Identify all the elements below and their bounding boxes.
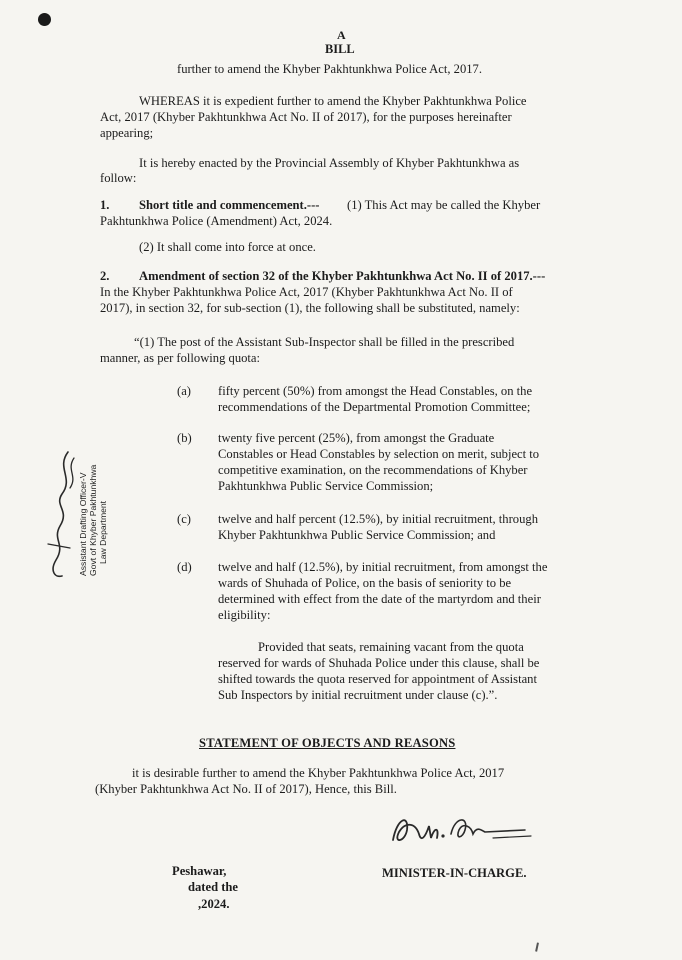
section-text: (1) This Act may be called the Khyber — [347, 198, 541, 212]
bill-title: BILL — [325, 42, 355, 56]
stamp-line: Assistant Drafting Officer-V — [78, 472, 88, 576]
punch-hole-mark — [38, 13, 51, 26]
proviso-text: shifted towards the quota reserved for appointment of Assistant — [218, 672, 537, 686]
clause-label: (d) — [177, 560, 192, 574]
section-heading: Amendment of section 32 of the Khyber Pakhtunkhwa Act No. II of 2017.--- — [139, 269, 546, 283]
clause-text: Khyber Pakhtunkhwa Public Service Commission; and — [218, 528, 496, 542]
clause-text: recommendations of the Departmental Promotion Committee; — [218, 400, 531, 414]
clause-text: competitive examination, on the recommendations of Khyber — [218, 463, 528, 477]
clause-text: determined with effect from the date of the martyrdom and their — [218, 592, 541, 606]
stamp-line: Law Department — [98, 500, 108, 564]
enacted-line: follow: — [100, 171, 137, 185]
proviso-text: Provided that seats, remaining vacant from the quota — [258, 640, 524, 654]
bill-subtitle: further to amend the Khyber Pakhtunkhwa Police Act, 2017. — [177, 62, 482, 76]
subsection-text: manner, as per following quota: — [100, 351, 261, 365]
clause-text: wards of Shuhada of Police, on the basis of seniority to be — [218, 576, 512, 590]
clause-text: twelve and half (12.5%), by initial recruitment, from amongst the — [218, 560, 548, 574]
clause-text: twenty five percent (25%), from amongst the Graduate — [218, 431, 495, 445]
clause-text: fifty percent (50%) from amongst the Head Constables, on the — [218, 384, 533, 398]
place: Peshawar, — [172, 864, 227, 878]
margin-mark — [535, 942, 543, 952]
statement-text: it is desirable further to amend the Khyber Pakhtunkhwa Police Act, 2017 — [132, 766, 505, 780]
official-stamp — [40, 428, 112, 578]
bill-letter: A — [337, 28, 346, 42]
clause-text: eligibility: — [218, 608, 271, 622]
enacted-line: It is hereby enacted by the Provincial Assembly of Khyber Pakhtunkhwa as — [139, 156, 520, 170]
subsection-text: (2) It shall come into force at once. — [139, 240, 316, 254]
minister-signature — [385, 808, 540, 853]
section-number: 1. — [100, 198, 110, 212]
section-number: 2. — [100, 269, 110, 283]
proviso-text: reserved for wards of Shuhada Police under this clause, shall be — [218, 656, 540, 670]
clause-text: twelve and half percent (12.5%), by initial recruitment, through — [218, 512, 538, 526]
dated-year: ,2024. — [198, 897, 230, 911]
subsection-text: “(1) The post of the Assistant Sub-Inspector shall be filled in the prescribed — [134, 335, 515, 349]
clause-label: (c) — [177, 512, 191, 526]
clause-label: (b) — [177, 431, 192, 445]
whereas-line: WHEREAS it is expedient further to amend the Khyber Pakhtunkhwa Police — [139, 94, 527, 108]
clause-text: Pakhtunkhwa Public Service Commission; — [218, 479, 434, 493]
clause-label: (a) — [177, 384, 191, 398]
section-text: In the Khyber Pakhtunkhwa Police Act, 2017 (Khyber Pakhtunkhwa Act No. II of — [100, 285, 513, 299]
section-text: 2017), in section 32, for sub-section (1), the following shall be substituted, namely: — [100, 301, 520, 315]
proviso-text: Sub Inspectors by initial recruitment under clause (c).”. — [218, 688, 498, 702]
minister-title: MINISTER-IN-CHARGE. — [382, 866, 527, 880]
section-heading: Short title and commencement.--- — [139, 198, 320, 212]
statement-text: (Khyber Pakhtunkhwa Act No. II of 2017), Hence, this Bill. — [95, 782, 397, 796]
whereas-line: appearing; — [100, 126, 154, 140]
section-text: Pakhtunkhwa Police (Amendment) Act, 2024. — [100, 214, 333, 228]
whereas-line: Act, 2017 (Khyber Pakhtunkhwa Act No. II of 2017), for the purposes hereinafter — [100, 110, 512, 124]
stamp-line: Govt of Khyber Pakhtunkhwa — [88, 464, 98, 576]
statement-heading: STATEMENT OF OBJECTS AND REASONS — [199, 736, 456, 750]
dated-label: dated the — [188, 880, 239, 894]
clause-text: Constables or Head Constables by selection on merit, subject to — [218, 447, 540, 461]
